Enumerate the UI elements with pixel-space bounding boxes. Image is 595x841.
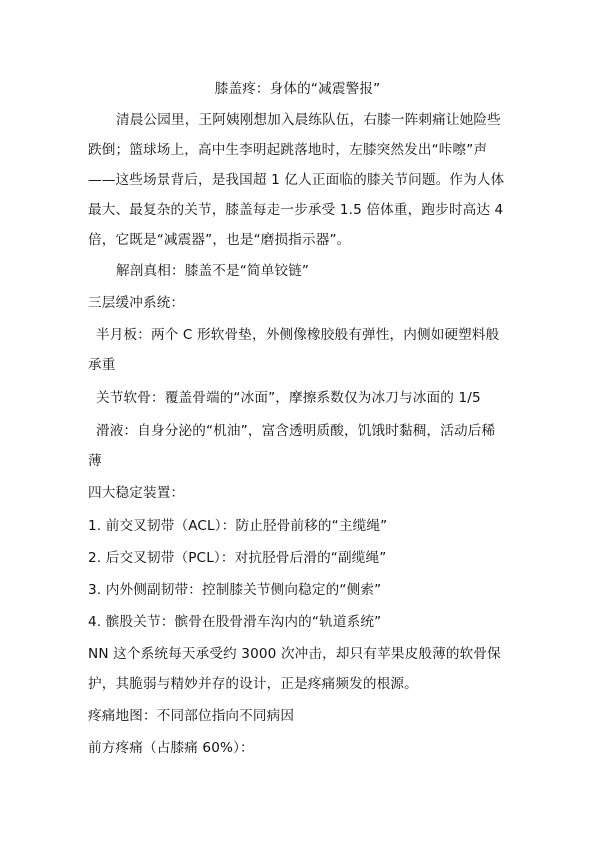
stability-item-pcl: 2. 后交叉韧带（PCL）：对抗胫骨后滑的“副缆绳”: [88, 550, 387, 566]
summary-line-1: NN 这个系统每天承受约 3000 次冲击，却只有苹果皮般薄的软骨保: [88, 646, 501, 662]
intro-line-5: 倍，它既是“减震器”，也是“磨损指示器”。: [88, 232, 351, 248]
anatomy-heading: 解剖真相：膝盖不是“简单铰链”: [116, 263, 310, 279]
intro-line-1: 清晨公园里，王阿姨刚想加入晨练队伍，右膝一阵刺痛让她险些: [116, 112, 501, 128]
intro-line-2: 跌倒；篮球场上，高中生李明起跳落地时，左膝突然发出“咔嚓”声: [88, 142, 488, 158]
cushion-item-meniscus: 半月板：两个 C 形软骨垫，外侧像橡胶般有弹性，内侧如硬塑料般: [96, 327, 500, 343]
stability-item-collateral: 3. 内外侧副韧带：控制膝关节侧向稳定的“侧索”: [88, 582, 382, 598]
cushion-item-synovial-fluid: 滑液：自身分泌的“机油”，富含透明质酸，饥饿时黏稠，活动后稀: [96, 423, 496, 439]
intro-line-4: 最大、最复杂的关节，膝盖每走一步承受 1.5 倍体重，跑步时高达 4: [88, 202, 504, 218]
pain-map-heading: 疼痛地图：不同部位指向不同病因: [88, 708, 295, 724]
stability-heading: 四大稳定装置：: [88, 485, 185, 501]
intro-line-3: ——这些场景背后，是我国超 1 亿人正面临的膝关节问题。作为人体: [88, 172, 505, 188]
cushion-item-synovial-fluid-cont: 薄: [88, 453, 102, 469]
cushion-item-meniscus-cont: 承重: [88, 357, 116, 373]
stability-item-acl: 1. 前交叉韧带（ACL）：防止胫骨前移的“主缆绳”: [88, 518, 388, 534]
cushion-item-cartilage: 关节软骨：覆盖骨端的“冰面”，摩擦系数仅为冰刀与冰面的 1/5: [96, 390, 481, 406]
anterior-pain-heading: 前方疼痛（占膝痛 60%）：: [88, 740, 254, 756]
cushion-heading: 三层缓冲系统：: [88, 295, 185, 311]
document-title: 膝盖疼：身体的“减震警报”: [214, 81, 381, 97]
summary-line-2: 护，其脆弱与精妙并存的设计，正是疼痛频发的根源。: [88, 676, 418, 692]
stability-item-patellofemoral: 4. 髌股关节：髌骨在股骨滑车沟内的“轨道系统”: [88, 614, 382, 630]
